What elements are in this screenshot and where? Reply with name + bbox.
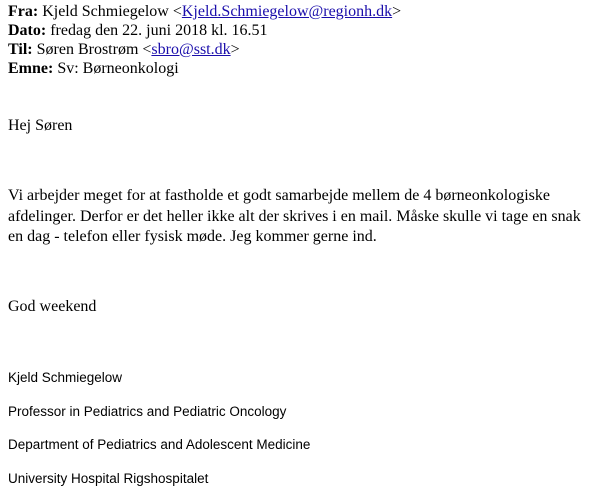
date-value: fredag den 22. juni 2018 kl. 16.51 (50, 22, 268, 39)
signature-hospital: University Hospital Rigshospitalet (8, 471, 209, 486)
to-email-link[interactable]: sbro@sst.dk (151, 41, 231, 58)
from-email-link[interactable]: Kjeld.Schmiegelow@regionh.dk (181, 3, 393, 20)
greeting: Hej Søren (8, 117, 73, 134)
signature-name: Kjeld Schmiegelow (8, 370, 123, 385)
signature-department: Department of Pediatrics and Adolescent Medicine (8, 437, 311, 452)
body-paragraph: Vi arbejder meget for at fastholde et godt samarbejde mellem de 4 børneonkologiske afdelinger. Derfor er det heller ikke alt der skrives i en mail. Måske skulle vi tage en snak en dag - telefon eller fysisk møde. Jeg kommer gerne ind. (8, 187, 581, 245)
date-label: Dato: (8, 22, 47, 39)
from-label: Fra: (8, 3, 39, 20)
date-line (8, 21, 583, 40)
email-header (8, 2, 583, 78)
subject-value: Sv: Børneonkologi (57, 60, 179, 77)
closing: God weekend (8, 298, 97, 315)
from-name: Kjeld Schmiegelow (42, 3, 169, 20)
to-label: Til: (8, 41, 33, 58)
signature-title: Professor in Pediatrics and Pediatric Oncology (8, 404, 287, 419)
from-line: Fra: Kjeld Schmiegelow <Kjeld.Schmiegelow@regionh.dk> (8, 3, 402, 20)
subject-line (8, 59, 583, 78)
to-name: Søren Brostrøm (36, 41, 139, 58)
subject-label: Emne: (8, 60, 54, 77)
to-line: Til: Søren Brostrøm <sbro@sst.dk> (8, 41, 240, 58)
